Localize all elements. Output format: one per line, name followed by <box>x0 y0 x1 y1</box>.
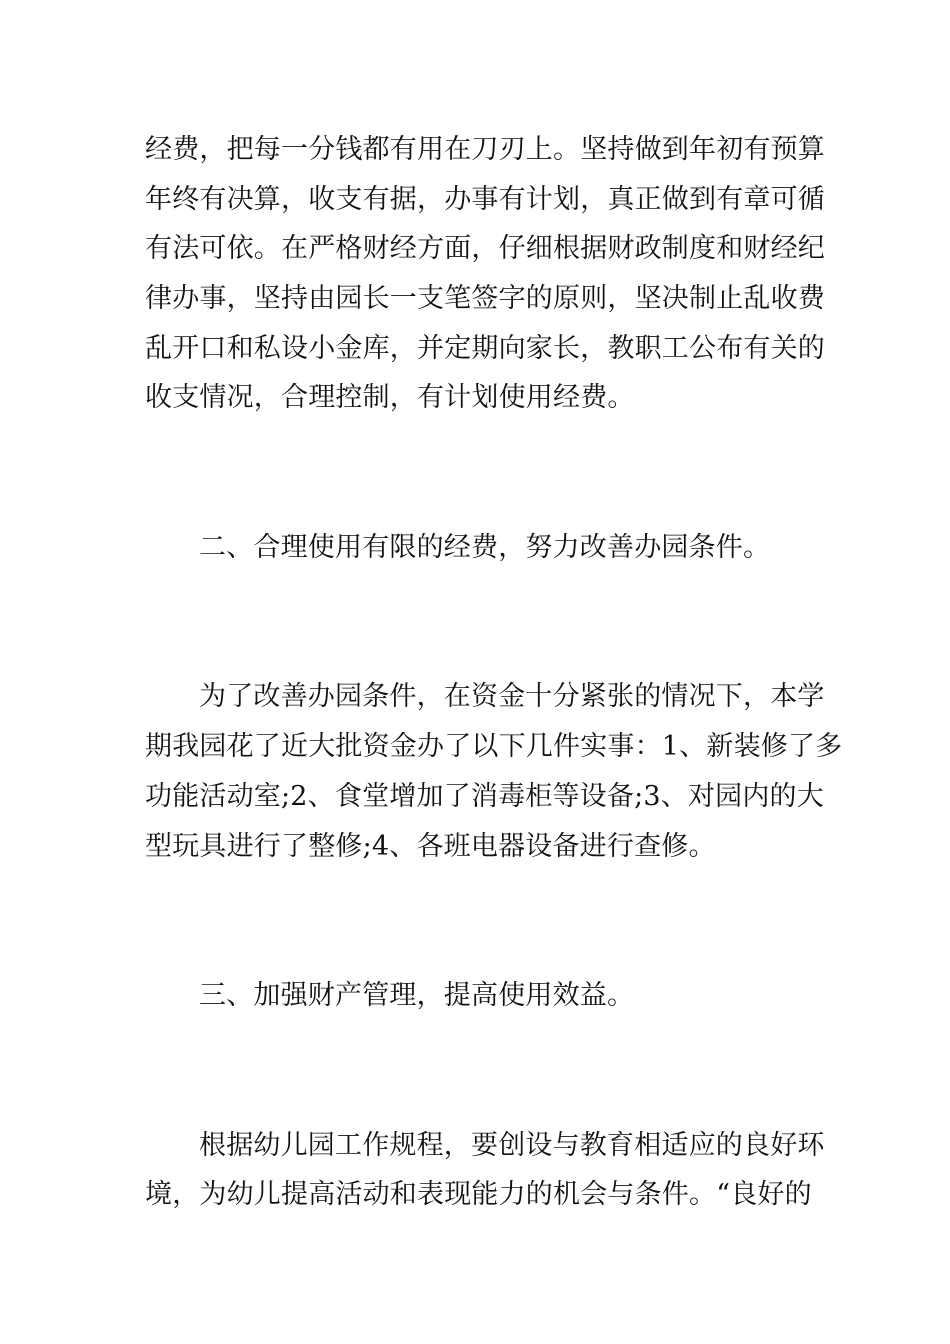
paragraph-2-line-3: 功能活动室;2、食堂增加了消毒柜等设备;3、对园内的大 <box>145 781 824 812</box>
paragraph-2-line-2: 期我园花了近大批资金办了以下几件实事：1、新装修了多 <box>145 731 843 762</box>
paragraph-2-line-1: 为了改善办园条件，在资金十分紧张的情况下，本学 <box>199 681 825 712</box>
paragraph-1-line-4: 律办事，坚持由园长一支笔签字的原则，坚决制止乱收费 <box>145 283 825 314</box>
paragraph-1-line-1: 经费，把每一分钱都有用在刀刃上。坚持做到年初有预算 <box>145 134 825 165</box>
paragraph-3-line-2: 境，为幼儿提高活动和表现能力的机会与条件。“良好的 <box>145 1179 812 1210</box>
paragraph-2-line-4: 型玩具进行了整修;4、各班电器设备进行查修。 <box>145 831 716 862</box>
paragraph-1-line-3: 有法可依。在严格财经方面，仔细根据财政制度和财经纪 <box>145 233 825 264</box>
paragraph-1-line-2: 年终有决算，收支有据，办事有计划，真正做到有章可循 <box>145 184 825 215</box>
paragraph-1-line-6: 收支情况，合理控制，有计划使用经费。 <box>145 382 635 413</box>
section-heading-2: 二、合理使用有限的经费，努力改善办园条件。 <box>199 532 771 563</box>
section-heading-3: 三、加强财产管理，提高使用效益。 <box>199 980 635 1011</box>
paragraph-3-line-1: 根据幼儿园工作规程，要创设与教育相适应的良好环 <box>199 1130 825 1161</box>
paragraph-1-line-5: 乱开口和私设小金库，并定期向家长，教职工公布有关的 <box>145 333 825 364</box>
